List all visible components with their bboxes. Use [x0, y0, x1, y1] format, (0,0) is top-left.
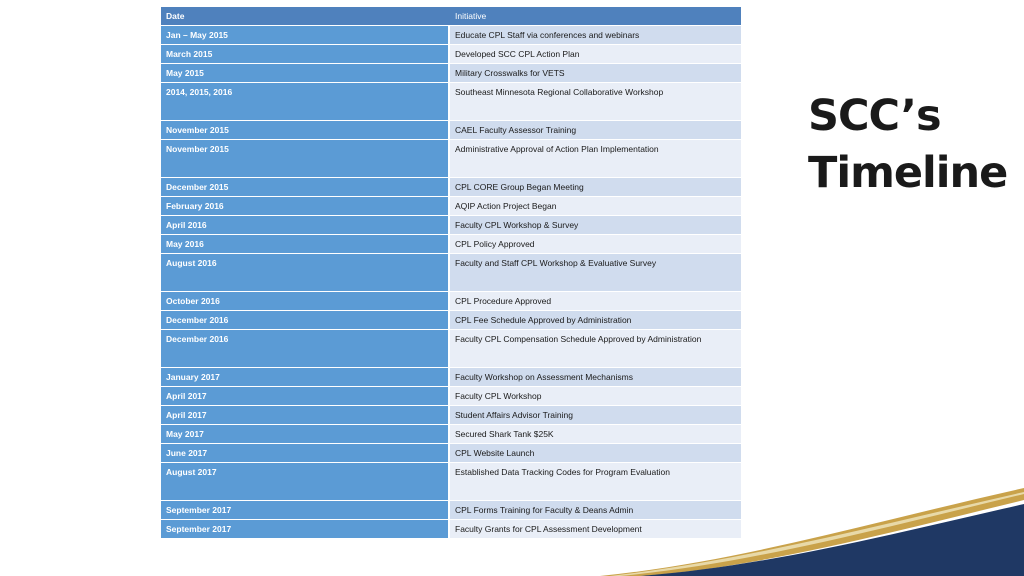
date-cell: December 2016 — [161, 330, 450, 367]
table-row — [161, 368, 741, 386]
corner-swoosh-decoration — [600, 470, 1024, 576]
initiative-cell: Faculty Grants for CPL Assessment Development — [450, 520, 741, 538]
initiative-cell: Secured Shark Tank $25K — [450, 425, 741, 443]
initiative-cell: Faculty CPL Workshop & Survey — [450, 216, 741, 234]
table-row — [161, 330, 741, 367]
initiative-cell: CPL Procedure Approved — [450, 292, 741, 310]
table-row — [161, 64, 741, 82]
title-line-1: SCC’s — [808, 91, 941, 141]
initiative-cell: Faculty and Staff CPL Workshop & Evaluative Survey — [450, 254, 741, 291]
date-cell: April 2017 — [161, 406, 450, 424]
initiative-column-header: Initiative — [450, 7, 741, 25]
date-cell: January 2017 — [161, 368, 450, 386]
table-row — [161, 45, 741, 63]
initiative-cell: CPL Policy Approved — [450, 235, 741, 253]
table-row — [161, 387, 741, 405]
date-cell: May 2017 — [161, 425, 450, 443]
date-column-header: Date — [161, 7, 450, 25]
table-row — [161, 197, 741, 215]
table-row — [161, 26, 741, 44]
date-cell: May 2015 — [161, 64, 450, 82]
initiative-cell: Military Crosswalks for VETS — [450, 64, 741, 82]
initiative-cell: Southeast Minnesota Regional Collaborative Workshop — [450, 83, 741, 120]
initiative-cell: CPL Forms Training for Faculty & Deans Admin — [450, 501, 741, 519]
date-cell: March 2015 — [161, 45, 450, 63]
date-cell: 2014, 2015, 2016 — [161, 83, 450, 120]
date-cell: November 2015 — [161, 140, 450, 177]
table-row — [161, 178, 741, 196]
date-cell: February 2016 — [161, 197, 450, 215]
initiative-cell: Student Affairs Advisor Training — [450, 406, 741, 424]
initiative-cell: Faculty CPL Workshop — [450, 387, 741, 405]
table-header-row — [161, 7, 741, 25]
table-row — [161, 216, 741, 234]
initiative-cell: CPL Fee Schedule Approved by Administration — [450, 311, 741, 329]
initiative-cell: CAEL Faculty Assessor Training — [450, 121, 741, 139]
table-row — [161, 406, 741, 424]
date-cell: May 2016 — [161, 235, 450, 253]
date-cell: April 2016 — [161, 216, 450, 234]
date-cell: April 2017 — [161, 387, 450, 405]
date-cell: August 2017 — [161, 463, 450, 500]
initiative-cell: Developed SCC CPL Action Plan — [450, 45, 741, 63]
table-row — [161, 254, 741, 291]
title-line-2: Timeline — [808, 148, 1008, 198]
initiative-cell: CPL CORE Group Began Meeting — [450, 178, 741, 196]
slide-title — [808, 88, 1018, 202]
table-row — [161, 311, 741, 329]
initiative-cell: CPL Website Launch — [450, 444, 741, 462]
initiative-cell: AQIP Action Project Began — [450, 197, 741, 215]
table-row — [161, 83, 741, 120]
date-cell: Jan – May 2015 — [161, 26, 450, 44]
initiative-cell: Administrative Approval of Action Plan Implementation — [450, 140, 741, 177]
date-cell: December 2016 — [161, 311, 450, 329]
date-cell: June 2017 — [161, 444, 450, 462]
initiative-cell: Established Data Tracking Codes for Program Evaluation — [450, 463, 741, 500]
table-row — [161, 235, 741, 253]
table-row — [161, 140, 741, 177]
table-row — [161, 444, 741, 462]
initiative-cell: Educate CPL Staff via conferences and webinars — [450, 26, 741, 44]
initiative-cell: Faculty CPL Compensation Schedule Approved by Administration — [450, 330, 741, 367]
initiative-cell: Faculty Workshop on Assessment Mechanisms — [450, 368, 741, 386]
date-cell: December 2015 — [161, 178, 450, 196]
date-cell: September 2017 — [161, 501, 450, 519]
date-cell: September 2017 — [161, 520, 450, 538]
timeline-table — [161, 6, 741, 539]
table-row — [161, 121, 741, 139]
date-cell: October 2016 — [161, 292, 450, 310]
table-row — [161, 425, 741, 443]
date-cell: November 2015 — [161, 121, 450, 139]
date-cell: August 2016 — [161, 254, 450, 291]
table-row — [161, 292, 741, 310]
